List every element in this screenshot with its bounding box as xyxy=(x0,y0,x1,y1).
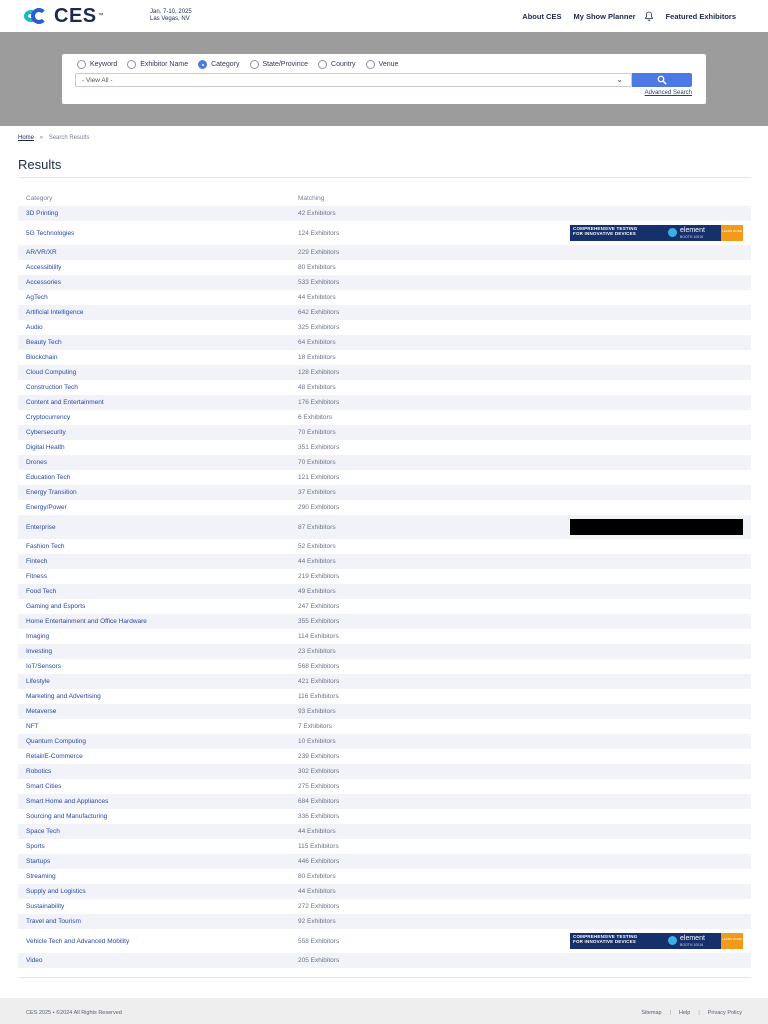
radio-label: Exhibitor Name xyxy=(140,61,189,68)
table-row xyxy=(18,410,751,425)
table-row xyxy=(18,659,751,674)
sponsor-banner-placeholder[interactable] xyxy=(570,519,743,535)
exhibitor-count: 642 Exhibitors xyxy=(298,309,340,316)
category-link[interactable]: Fashion Tech xyxy=(26,543,65,550)
event-dates xyxy=(150,9,192,23)
category-select[interactable] xyxy=(75,73,632,87)
table-row xyxy=(18,221,751,245)
search-type-radio[interactable] xyxy=(198,60,239,69)
nav-my-show-planner[interactable]: My Show Planner xyxy=(573,11,636,21)
exhibitor-count: 568 Exhibitors xyxy=(298,663,340,670)
exhibitor-count: 272 Exhibitors xyxy=(298,903,340,910)
category-link[interactable]: Cryptocurrency xyxy=(26,414,71,421)
table-row xyxy=(18,365,751,380)
exhibitor-count: 44 Exhibitors xyxy=(298,294,336,301)
category-link[interactable]: Accessories xyxy=(26,279,62,286)
category-link[interactable]: Smart Home and Appliances xyxy=(26,798,109,805)
exhibitor-count: 124 Exhibitors xyxy=(298,229,340,237)
category-link[interactable]: Education Tech xyxy=(26,474,71,481)
category-link[interactable]: Fitness xyxy=(26,573,47,580)
table-row xyxy=(18,350,751,365)
exhibitor-count: 48 Exhibitors xyxy=(298,384,336,391)
table-row xyxy=(18,554,751,569)
site-header xyxy=(0,0,768,32)
search-type-radio[interactable] xyxy=(127,60,188,69)
category-link[interactable]: Quantum Computing xyxy=(26,738,86,745)
exhibitor-count: 70 Exhibitors xyxy=(298,429,336,436)
table-row xyxy=(18,455,751,470)
footer-separator: | xyxy=(698,1010,700,1016)
category-link[interactable]: Sports xyxy=(26,843,45,850)
category-link[interactable]: Travel and Tourism xyxy=(26,918,81,925)
category-link[interactable]: NFT xyxy=(26,723,39,730)
exhibitor-count: 325 Exhibitors xyxy=(298,324,340,331)
table-row xyxy=(18,914,751,929)
banner-brand: element xyxy=(680,935,705,942)
exhibitor-count: 229 Exhibitors xyxy=(298,249,340,256)
table-row xyxy=(18,584,751,599)
category-link[interactable]: 3D Printing xyxy=(26,210,59,217)
category-link[interactable]: Sustainability xyxy=(26,903,65,910)
table-row xyxy=(18,485,751,500)
sponsor-banner[interactable] xyxy=(570,225,743,241)
category-link[interactable]: Robotics xyxy=(26,768,52,775)
table-row xyxy=(18,599,751,614)
category-select-value: - View All - xyxy=(82,77,113,84)
nav-featured-exhibitors[interactable]: Featured Exhibitors xyxy=(665,11,736,21)
table-row xyxy=(18,854,751,869)
table-row xyxy=(18,500,751,515)
exhibitor-count: 290 Exhibitors xyxy=(298,504,340,511)
table-row xyxy=(18,779,751,794)
category-link[interactable]: Investing xyxy=(26,648,53,655)
exhibitor-count: 80 Exhibitors xyxy=(298,264,336,271)
search-type-radio[interactable] xyxy=(77,60,117,69)
category-link[interactable]: Lifestyle xyxy=(26,678,50,685)
table-row xyxy=(18,539,751,554)
category-link[interactable]: Content and Entertainment xyxy=(26,399,104,406)
category-link[interactable]: AgTech xyxy=(26,294,48,301)
bell-icon[interactable] xyxy=(644,11,654,21)
category-link[interactable]: Construction Tech xyxy=(26,384,78,391)
exhibitor-count: 351 Exhibitors xyxy=(298,444,340,451)
nav-about-ces[interactable]: About CES xyxy=(522,11,562,21)
banner-line: FOR INNOVATIVE DEVICES xyxy=(573,939,636,944)
banner-brand: element xyxy=(680,227,705,234)
ces-logo[interactable] xyxy=(24,6,104,26)
footer-link-sitemap[interactable]: Sitemap xyxy=(641,1010,662,1016)
table-row xyxy=(18,245,751,260)
exhibitor-count: 128 Exhibitors xyxy=(298,369,340,376)
exhibitor-count: 421 Exhibitors xyxy=(298,678,340,685)
sponsor-banner[interactable] xyxy=(570,933,743,949)
category-link[interactable]: Cloud Computing xyxy=(26,369,77,376)
breadcrumb-home[interactable]: Home xyxy=(18,135,35,141)
category-link[interactable]: Digital Health xyxy=(26,444,65,451)
exhibitor-count: 205 Exhibitors xyxy=(298,957,340,964)
breadcrumb-current: Search Results xyxy=(48,135,90,141)
element-logo-icon xyxy=(668,228,677,237)
radio-label: Keyword xyxy=(90,61,118,68)
banner-booth: BOOTH 10016 xyxy=(680,943,704,947)
category-link[interactable]: Video xyxy=(26,957,43,964)
table-row xyxy=(18,614,751,629)
category-link[interactable]: Cybersecurity xyxy=(26,429,66,436)
search-type-radio[interactable] xyxy=(318,60,356,69)
category-link[interactable]: Retail/E-Commerce xyxy=(26,753,83,760)
exhibitor-count: 10 Exhibitors xyxy=(298,738,336,745)
ces-logo-mark-icon xyxy=(24,7,58,25)
search-button[interactable] xyxy=(632,73,692,87)
exhibitor-count: 446 Exhibitors xyxy=(298,858,340,865)
exhibitor-count: 92 Exhibitors xyxy=(298,918,336,925)
results-table xyxy=(18,206,751,968)
banner-line: COMPREHENSIVE TESTING xyxy=(573,934,638,939)
event-date: Jan. 7-10, 2025 xyxy=(150,9,192,15)
exhibitor-count: 44 Exhibitors xyxy=(298,888,336,895)
table-row xyxy=(18,206,751,221)
table-row xyxy=(18,794,751,809)
search-type-radio[interactable] xyxy=(250,60,309,69)
radio-label: State/Province xyxy=(262,61,309,68)
banner-booth: BOOTH 10016 xyxy=(680,235,704,239)
exhibitor-count: 80 Exhibitors xyxy=(298,873,336,880)
exhibitor-count: 247 Exhibitors xyxy=(298,603,340,610)
banner-line: FOR INNOVATIVE DEVICES xyxy=(573,231,636,236)
category-link[interactable]: Enterprise xyxy=(26,523,56,531)
table-row xyxy=(18,440,751,455)
table-row xyxy=(18,644,751,659)
category-link[interactable]: Space Tech xyxy=(26,828,60,835)
table-divider xyxy=(18,977,751,978)
category-link[interactable]: Beauty Tech xyxy=(26,339,62,346)
exhibitor-count: 64 Exhibitors xyxy=(298,339,336,346)
footer-copyright: CES 2025 • ©2024 All Rights Reserved xyxy=(26,1010,122,1016)
advanced-search-link[interactable]: Advanced Search xyxy=(644,90,692,96)
exhibitor-count: 70 Exhibitors xyxy=(298,459,336,466)
category-link[interactable]: Startups xyxy=(26,858,51,865)
table-header xyxy=(18,193,751,205)
element-logo-icon xyxy=(668,936,677,945)
table-row xyxy=(18,674,751,689)
exhibitor-count: 121 Exhibitors xyxy=(298,474,340,481)
exhibitor-count: 355 Exhibitors xyxy=(298,618,340,625)
category-link[interactable]: Audio xyxy=(26,324,43,331)
table-row xyxy=(18,305,751,320)
banner-cta[interactable]: LEARN MORE xyxy=(721,225,743,241)
radio-button-icon[interactable] xyxy=(250,60,259,69)
table-row xyxy=(18,320,751,335)
search-icon xyxy=(657,75,667,85)
exhibitor-count: 44 Exhibitors xyxy=(298,558,336,565)
table-row xyxy=(18,719,751,734)
table-row xyxy=(18,749,751,764)
banner-headline xyxy=(573,934,637,944)
exhibitor-count: 116 Exhibitors xyxy=(298,693,339,700)
exhibitor-count: 23 Exhibitors xyxy=(298,648,336,655)
exhibitor-count: 93 Exhibitors xyxy=(298,708,336,715)
table-row xyxy=(18,275,751,290)
category-link[interactable]: Food Tech xyxy=(26,588,57,595)
breadcrumb xyxy=(18,135,89,141)
search-type-radio[interactable] xyxy=(366,60,399,69)
banner-headline xyxy=(573,226,637,236)
category-link[interactable]: Fintech xyxy=(26,558,48,565)
table-row xyxy=(18,929,751,953)
banner-line: COMPREHENSIVE TESTING xyxy=(573,226,638,231)
table-row xyxy=(18,290,751,305)
radio-label: Venue xyxy=(378,61,399,68)
category-link[interactable]: Supply and Logistics xyxy=(26,888,86,895)
exhibitor-count: 219 Exhibitors xyxy=(298,573,340,580)
table-row xyxy=(18,869,751,884)
logo-trademark: ™ xyxy=(97,13,104,19)
logo-text: CES xyxy=(54,4,97,27)
footer-separator: | xyxy=(669,1010,672,1016)
table-row xyxy=(18,515,751,539)
table-row xyxy=(18,425,751,440)
exhibitor-count: 37 Exhibitors xyxy=(298,489,336,496)
category-link[interactable]: Blockchain xyxy=(26,354,58,361)
table-row xyxy=(18,884,751,899)
category-link[interactable]: AR/VR/XR xyxy=(26,249,57,256)
exhibitor-count: 533 Exhibitors xyxy=(298,279,340,286)
breadcrumb-separator: » xyxy=(39,135,44,141)
table-row xyxy=(18,899,751,914)
radio-button-icon[interactable] xyxy=(77,60,86,69)
title-divider xyxy=(18,177,751,178)
main-nav xyxy=(522,11,736,21)
chevron-down-icon: ⌄ xyxy=(616,75,623,84)
footer-link-help[interactable]: Help xyxy=(679,1010,691,1016)
event-location: Las Vegas, NV xyxy=(150,16,190,22)
exhibitor-count: 558 Exhibitors xyxy=(298,937,340,945)
category-link[interactable]: Sourcing and Manufacturing xyxy=(26,813,108,820)
category-link[interactable]: Drones xyxy=(26,459,47,466)
category-link[interactable]: Artificial Intelligence xyxy=(26,309,84,316)
column-header-category: Category xyxy=(26,195,53,202)
radio-label: Category xyxy=(211,61,240,68)
exhibitor-count: 275 Exhibitors xyxy=(298,783,340,790)
radio-button-icon[interactable] xyxy=(366,60,375,69)
category-link[interactable]: Vehicle Tech and Advanced Mobility xyxy=(26,937,130,945)
category-link[interactable]: Streaming xyxy=(26,873,56,880)
banner-cta[interactable]: LEARN MORE xyxy=(721,933,743,949)
table-row xyxy=(18,953,751,968)
category-link[interactable]: Imaging xyxy=(26,633,50,640)
table-row xyxy=(18,734,751,749)
footer-links xyxy=(641,1010,742,1016)
table-row xyxy=(18,470,751,485)
category-link[interactable]: Energy/Power xyxy=(26,504,67,511)
exhibitor-count: 114 Exhibitors xyxy=(298,633,339,640)
exhibitor-count: 52 Exhibitors xyxy=(298,543,336,550)
table-row xyxy=(18,689,751,704)
table-row xyxy=(18,629,751,644)
exhibitor-count: 115 Exhibitors xyxy=(298,843,339,850)
radio-button-icon[interactable] xyxy=(198,60,207,69)
category-link[interactable]: Smart Cities xyxy=(26,783,62,790)
table-row xyxy=(18,569,751,584)
exhibitor-count: 42 Exhibitors xyxy=(298,210,336,217)
radio-label: Country xyxy=(331,61,356,68)
category-link[interactable]: IoT/Sensors xyxy=(26,663,62,670)
exhibitor-count: 684 Exhibitors xyxy=(298,798,340,805)
table-row xyxy=(18,809,751,824)
exhibitor-count: 336 Exhibitors xyxy=(298,813,340,820)
category-link[interactable]: 5G Technologies xyxy=(26,229,75,237)
exhibitor-count: 44 Exhibitors xyxy=(298,828,336,835)
search-type-radios xyxy=(77,60,398,69)
table-row xyxy=(18,395,751,410)
footer-link-privacy[interactable]: Privacy Policy xyxy=(707,1010,742,1016)
radio-button-icon[interactable] xyxy=(318,60,327,69)
exhibitor-count: 239 Exhibitors xyxy=(298,753,340,760)
exhibitor-count: 6 Exhibitors xyxy=(298,414,332,421)
table-row xyxy=(18,704,751,719)
table-row xyxy=(18,764,751,779)
table-row xyxy=(18,380,751,395)
category-link[interactable]: Gaming and Esports xyxy=(26,603,86,610)
category-link[interactable]: Home Entertainment and Office Hardware xyxy=(26,618,147,625)
category-link[interactable]: Accessibility xyxy=(26,264,62,271)
site-footer xyxy=(0,998,768,1024)
exhibitor-count: 18 Exhibitors xyxy=(298,354,336,361)
exhibitor-count: 49 Exhibitors xyxy=(298,588,336,595)
exhibitor-count: 87 Exhibitors xyxy=(298,523,336,531)
page-title: Results xyxy=(18,157,62,172)
table-row xyxy=(18,824,751,839)
category-link[interactable]: Marketing and Advertising xyxy=(26,693,101,700)
exhibitor-count: 302 Exhibitors xyxy=(298,768,340,775)
search-panel xyxy=(62,54,706,104)
category-link[interactable]: Energy Transition xyxy=(26,489,77,496)
exhibitor-count: 176 Exhibitors xyxy=(298,399,340,406)
table-row xyxy=(18,260,751,275)
category-link[interactable]: Metaverse xyxy=(26,708,57,715)
exhibitor-count: 7 Exhibitors xyxy=(298,723,332,730)
table-row xyxy=(18,839,751,854)
column-header-matching: Matching xyxy=(298,195,325,202)
table-row xyxy=(18,335,751,350)
radio-button-icon[interactable] xyxy=(127,60,136,69)
